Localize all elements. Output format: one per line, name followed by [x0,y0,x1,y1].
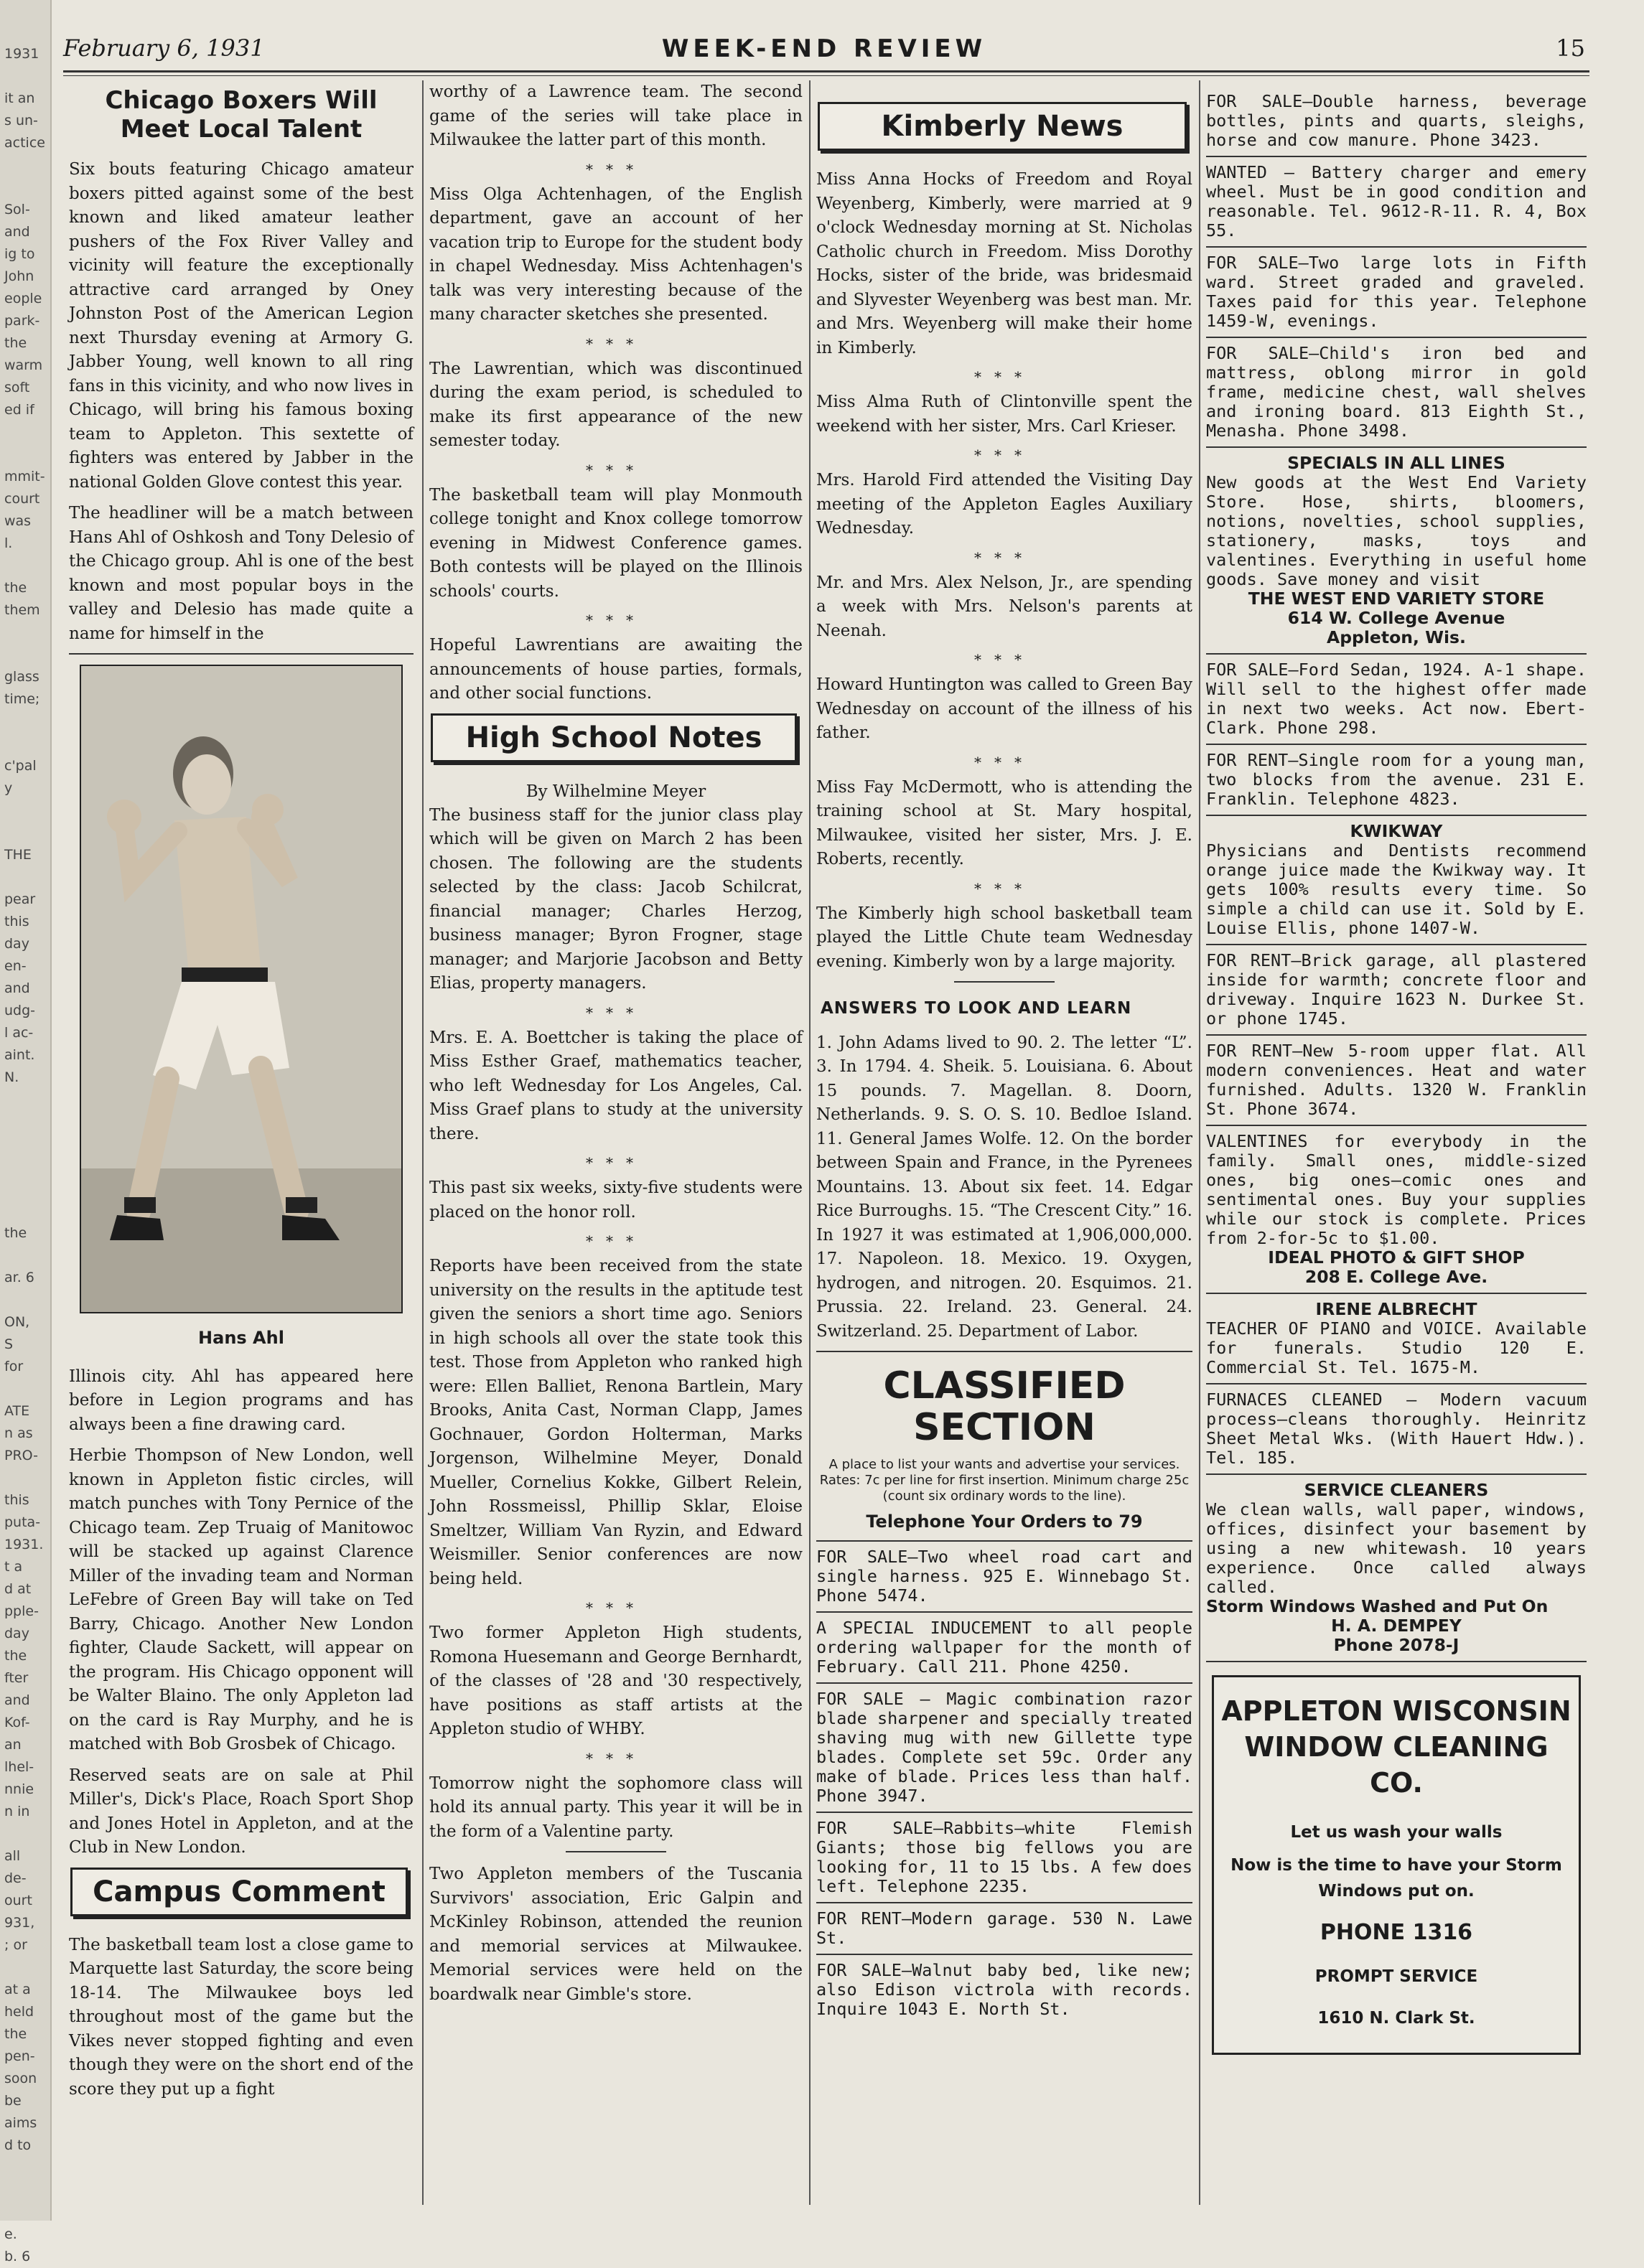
answers-paragraph: 1. John Adams lived to 90. 2. The letter “L”. 3. In 1794. 4. Sheik. 5. Louisiana. 6. About 15 pounds. 7. Magellan. 8. Doorn, Netherlands. 9. S. O. S. 10. Bedloe Island. 11. General James Wolfe. 12. On the border between Spain and France, in the Pyrenees Mountains. 13. About six feet. 14. Edgar Rice Burroughs. 15. “The Crescent City.” 16. In 1927 it was estimated at 1,906,000,000. 17. Napoleon. 18. Mexico. 19. Oxygen, hydrogen, and nitrogen. 20. Esquimos. 21. Prussia. 22. Ireland. 23. General. 24. Switzerland. 25. Department of Labor. [816,1033,1192,1341]
article-paragraph: Reserved seats are on sale at Phil Miller's, Dick's Place, Roach Sport Shop and Jones Hotel in Appleton, and at the Club in New London. [69,1766,414,1857]
separator-stars: *** [586,1599,646,1616]
ad-text: FURNACES CLEANED — Modern vacuum process—cleans thoroughly. Heinritz Sheet Metal Wks. (With Hauert Hdw.). Tel. 185. [1206,1390,1587,1468]
display-ad-service: PROMPT SERVICE [1314,1967,1478,1986]
section-head-campus-comment: Campus Comment [70,1868,408,1916]
article-paragraph: The Lawrentian, which was discontinued during the exam period, is scheduled to make its first appearance of the new semester today. [429,359,803,450]
article-paragraph: Illinois city. Ahl has appeared here before in Legion programs and has always been a fine drawing card. [69,1367,414,1434]
classified-ad [1206,1383,1587,1473]
classified-ad [1206,337,1587,446]
article-paragraph: Hopeful Lawrentians are awaiting the announcements of house parties, formals, and other social functions. [429,636,803,703]
separator-stars: *** [586,1154,646,1171]
article-paragraph: Miss Fay McDermott, who is attending the training school at St. Mary hospital, Milwaukee, visited her sister, Mrs. J. E. Roberts, recently. [816,777,1192,868]
separator-stars: *** [586,1003,646,1021]
section-head-high-school-notes: High School Notes [431,713,797,762]
article-paragraph: Mrs. Harold Fird attended the Visiting Day meeting of the Appleton Eagles Auxiliary Wednesday. [816,471,1192,538]
ad-text: FOR SALE—Two wheel road cart and single harness. 925 E. Winnebago St. Phone 5474. [816,1547,1192,1606]
ad-heading: SPECIALS IN ALL LINES [1287,453,1505,473]
headline-chicago-boxers: Chicago Boxers Will Meet Local Talent [105,86,378,144]
separator-stars: *** [974,753,1034,771]
classified-ad [816,1902,1192,1954]
ad-text: VALENTINES for everybody in the family. Small ones, middle-sized ones, big ones—comic ones and sentimental ones. Buy your supplies while our stock is complete. Prices from 2-for-5c to $1.00. [1206,1131,1587,1248]
article-paragraph: Six bouts featuring Chicago amateur boxers pitted against some of the best known and liked amateur leather pushers of the Fox River Valley and vicinity will feature the exceptionally attractive card arranged by Oney Johnston Post of the American Legion next Thursday evening at Armory G. Jabber Young, well known to all ring fans in this vicinity, and who now lives in Chicago, will bring his famous boxing team to Appleton. This sextette of fighters was entered by Jabber in the national Golden Glove contest this year. [69,160,414,492]
divider [816,1351,1192,1352]
ad-text: FOR SALE—Ford Sedan, 1924. A-1 shape. Will sell to the highest offer made in next two weeks. Act now. Ebert-Clark. Phone 298. [1206,660,1587,738]
byline: By Wilhelmine Meyer [526,782,706,801]
classified-ad [1206,744,1587,815]
separator-stars: *** [586,611,646,629]
piano-teacher-ad [1206,1293,1587,1383]
display-ad-phone: PHONE 1316 [1320,1920,1473,1945]
article-paragraph: Howard Huntington was called to Green Bay Wednesday on account of the illness of his father. [816,675,1192,742]
article-paragraph: Miss Alma Ruth of Clintonville spent the weekend with her sister, Mrs. Carl Krieser. [816,393,1192,436]
separator-stars: *** [586,461,646,479]
article-paragraph: Reports have been received from the state university on the results in the aptitude test given the seniors a short time ago. Seniors in high schools all over the state took this test. Those from Appleton who ranked high were: Ellen Balliet, Renona Bartlein, Mary Brooks, Anita Cast, Norman Clapp, James Gochnauer, Gordon Holterman, Marks Jorgenson, Wilhelmine Meyer, Donald Mueller, Cornelius Kokke, Gilbert Relein, John Rossmeissl, Phillip Sklar, Eloise Smeltzer, William Van Ryzin, and Edward Weismiller. Senior conferences are now being held. [429,1257,803,1588]
advertiser-name: H. A. DEMPEY [1331,1616,1462,1636]
ad-text: New goods at the West End Variety Store. Hose, shirts, bloomers, notions, novelties, school supplies, stationery, masks, toys and valentines. Everything in useful home goods. Save money and visit [1206,472,1587,589]
kwikway-ad [1206,815,1587,944]
ad-text: Physicians and Dentists recommend orange juice made the Kwikway way. It gets 100% results every time. So simple a child can use it. Sold by E. Louise Ellis, phone 1407-W. [1206,840,1587,938]
article-paragraph: Mrs. E. A. Boettcher is taking the place of Miss Esther Graef, mathematics teacher, who left Wednesday for Los Angeles, Cal. Miss Graef plans to study at the university there. [429,1028,803,1143]
ad-text: We clean walls, wall paper, windows, offices, disinfect your basement by using a new whitewash. 10 years experience. Once called always called. [1206,1499,1587,1597]
classified-ad [1206,1034,1587,1125]
classified-ad [1206,653,1587,744]
ad-heading: IRENE ALBRECHT [1315,1299,1477,1319]
separator-stars: *** [586,1749,646,1767]
article-paragraph: Miss Anna Hocks of Freedom and Royal Weyenberg, Kimberly, were married at 9 o'clock Wednesday morning at St. Nicholas Catholic church in Freedom. Miss Dorothy Hocks, sister of the bride, was bridesmaid and Slyvester Weyenberg was best man. Mr. and Mrs. Weyenberg will make their home in Kimberly. [816,170,1192,357]
article-paragraph: Two Appleton members of the Tuscania Survivors' association, Eric Galpin and McKinley Robinson, attended the reunion and memorial services at Milwaukee. Memorial services were held on the boardwalk near Gimble's store. [429,1865,803,2004]
divider [69,653,414,655]
classified-ad [816,1954,1192,2025]
boxer-photo [80,665,403,1313]
ad-tagline: Storm Windows Washed and Put On [1206,1596,1549,1616]
article-paragraph: worthy of a Lawrence team. The second game of the series will take place in Milwaukee the latter part of this month. [429,83,803,149]
column-3 [816,80,1192,2205]
ad-heading: SERVICE CLEANERS [1304,1480,1489,1500]
classified-ad [816,1611,1192,1682]
short-rule [954,981,1055,983]
article-paragraph: The basketball team lost a close game to Marquette last Saturday, the score being 18-14. The Milwaukee boys led throughout most of the game but the Vikes never stopped fighting and even though they were on the short end of the score they put up a fight [69,1935,414,2099]
shop-name: IDEAL PHOTO & GIFT SHOP [1268,1247,1525,1267]
photo-caption: Hans Ahl [198,1328,284,1348]
column-1 [69,80,414,2205]
separator-stars: *** [974,651,1034,668]
display-ad-address: 1610 N. Clark St. [1317,2009,1475,2028]
column-rule [809,80,811,2205]
classified-ad [816,1540,1192,1611]
ad-text: WANTED — Battery charger and emery wheel. Must be in good condition and reasonable. Tel. 9612-R-11. R. 4, Box 55. [1206,162,1587,240]
ad-text: FOR RENT—Single room for a young man, two blocks from the avenue. 231 E. Franklin. Telephone 4823. [1206,750,1587,809]
divider [1206,1661,1587,1662]
classified-section-title: CLASSIFIED SECTION [883,1364,1126,1449]
store-address: 614 W. College Avenue [1287,608,1505,628]
separator-stars: *** [586,334,646,352]
boxer-figure-image [81,666,401,1312]
short-rule [566,1851,666,1852]
ad-text: FOR RENT—Modern garage. 530 N. Lawe St. [816,1908,1192,1948]
article-paragraph: This past six weeks, sixty-five students were placed on the honor roll. [429,1178,803,1222]
separator-stars: *** [586,1232,646,1250]
article-paragraph: Two former Appleton High students, Romona Huesemann and George Bernhardt, of the classes of '28 and '30 respectively, have positions as staff artists at the Appleton studio of WHBY. [429,1623,803,1738]
article-paragraph: Herbie Thompson of New London, well known in Appleton fistic circles, will match punches with Tony Pernice of the Chicago team. Zep Truaig of Manitowoc will be stacked up against Clarence Miller of the invading team and Norman LeFebre of Green Bay will take on Ted Barry, Chicago. Another New London fighter, Claude Sackett, will appear on the program. His Chicago opponent will be Walter Blaino. The only Appleton lad on the card is Ray Murphy, and he is matched with Bob Grosbek of Chicago. [69,1446,414,1753]
ad-text: FOR SALE—Two large lots in Fifth ward. Street graded and graveled. Taxes paid for this year. Telephone 1459-W, evenings. [1206,253,1587,331]
separator-stars: *** [974,879,1034,897]
store-city: Appleton, Wis. [1327,627,1466,647]
publication-title: WEEK-END REVIEW [661,34,987,63]
ad-text: FOR SALE—Rabbits—white Flemish Giants; those big fellows you are looking for, 11 to 15 lbs. A few does left. Telephone 2235. [816,1818,1192,1896]
ad-text: FOR SALE—Child's iron bed and mattress, oblong mirror in gold frame, medicine chest, wall shelves and ironing board. 813 Eighth St., Menasha. Phone 3498. [1206,343,1587,441]
display-ad-line: Now is the time to have your Storm Windows put on. [1230,1856,1562,1901]
classified-phone: Telephone Your Orders to 79 [866,1512,1143,1532]
classified-ad [1206,80,1587,156]
specials-ad [1206,446,1587,653]
separator-stars: *** [974,548,1034,566]
ad-text: FOR SALE—Walnut baby bed, like new; also Edison victrola with records. Inquire 1043 E. North St. [816,1960,1192,2019]
shop-address: 208 E. College Ave. [1304,1267,1488,1287]
advertiser-phone: Phone 2078-J [1333,1635,1459,1655]
previous-page-fragments: 1931 it an s un- actice Sol- and ig to John eople park- the warm soft ed if mmit- court was l. the them glass time; c'pal y THE pear this day en- and udg- l ac- aint. N. the ar. 6 ON, S for ATE n as PRO- this puta- 1931. t a d at pple- day the fter and Kof- an lhel- nnie n in all de- ourt 931, ; or at a held the pen- soon be aims d to e. b. 6 [4,46,45,2264]
column-4 [1206,80,1587,2205]
separator-stars: *** [586,160,646,178]
display-ad-title: APPLETON WISCONSIN WINDOW CLEANING CO. [1221,1695,1571,1799]
column-rule [1199,80,1200,2205]
article-paragraph: Miss Olga Achtenhagen, of the English department, gave an account of her vacation trip to Europe for the student body in chapel Wednesday. Miss Achtenhagen's talk was very interesting because of the many character sketches she presented. [429,184,803,324]
classified-ad [816,1682,1192,1812]
ad-text: TEACHER OF PIANO and VOICE. Available for funerals. Studio 120 E. Commercial St. Tel. 1675-M. [1206,1318,1587,1377]
issue-date: February 6, 1931 [63,34,265,62]
classified-intro: A place to list your wants and advertise your services. Rates: 7c per line for first insertion. Minimum charge 25c (count six ordinary words to the line). [819,1457,1190,1504]
separator-stars: *** [974,368,1034,385]
article-paragraph: Tomorrow night the sophomore class will hold its annual party. This year it will be in the form of a Valentine party. [429,1773,803,1841]
classified-ad [1206,944,1587,1034]
article-paragraph: The basketball team will play Monmouth college tonight and Knox college tomorrow evening in Midwest Conference games. Both contests will be played on the Illinois schools' courts. [429,485,803,601]
valentines-ad [1206,1125,1587,1293]
page-header [63,34,1585,70]
service-cleaners-ad [1206,1473,1587,1661]
page-number: 15 [1556,34,1585,62]
column-rule [422,80,424,2205]
ad-text: A SPECIAL INDUCEMENT to all people ordering wallpaper for the month of February. Call 211. Phone 4250. [816,1618,1192,1677]
ad-text: FOR SALE—Double harness, beverage bottles, pints and quarts, sleighs, horse and cow manure. Phone 3423. [1206,91,1587,150]
article-paragraph: The headliner will be a match between Hans Ahl of Oshkosh and Tony Delesio of the Chicago group. Ahl is one of the best known and most popular boys in the valley and Delesio has made quite a name for himself in the [69,504,414,643]
previous-page-edge [0,0,52,2264]
ad-text: FOR SALE — Magic combination razor blade sharpener and specially treated shaving mug with new Gillette type blades. Complete set 59c. Order any make of blade. Prices less than half. Phone 3947. [816,1689,1192,1806]
classified-ad [1206,246,1587,337]
article-paragraph: The Kimberly high school basketball team played the Little Chute team Wednesday evening. Kimberly won by a large majority. [816,904,1192,971]
ad-text: FOR RENT—Brick garage, all plastered inside for warmth; concrete floor and driveway. Inquire 1623 N. Durkee St. or phone 1745. [1206,950,1587,1028]
article-paragraph: Mr. and Mrs. Alex Nelson, Jr., are spending a week with Mrs. Nelson's parents at Neenah. [816,573,1192,640]
display-ad-line: Let us wash your walls [1290,1823,1503,1842]
article-paragraph: The business staff for the junior class play which will be given on March 2 has been chosen. The following are the students selected by the class: Jacob Schilcrat, financial manager; Charles Herzog, business manager; Byron Frogner, stage manager; and Marjorie Jacobson and Betty Elias, property managers. [429,805,803,993]
answers-heading: ANSWERS TO LOOK AND LEARN [821,999,1132,1018]
ad-heading: KWIKWAY [1350,821,1443,841]
store-name: THE WEST END VARIETY STORE [1248,589,1545,609]
ad-text: FOR RENT—New 5-room upper flat. All modern conveniences. Heat and water furnished. Adults. 1320 W. Franklin St. Phone 3674. [1206,1041,1587,1119]
classified-ad [816,1812,1192,1902]
section-head-kimberly-news: Kimberly News [818,102,1187,151]
window-cleaning-display-ad [1212,1675,1581,2055]
column-2 [429,80,803,2205]
separator-stars: *** [974,446,1034,464]
classified-ad [1206,156,1587,246]
header-rule [63,70,1589,76]
